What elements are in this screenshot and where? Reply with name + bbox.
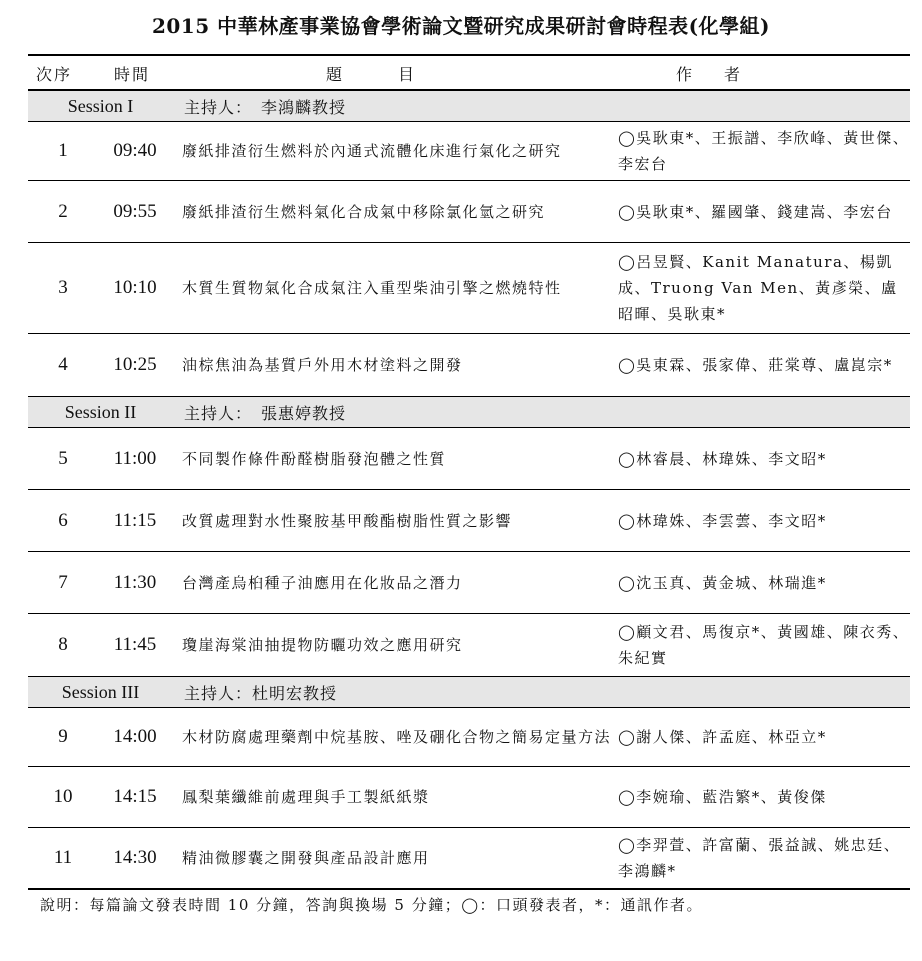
row-topic: 不同製作條件酚醛樹脂發泡體之性質 [182, 449, 447, 468]
row-time: 11:15 [113, 509, 157, 531]
row-authors: ◯吳東霖、張家偉、莊棠尊、盧崑宗* [618, 356, 893, 374]
row-number: 10 [53, 786, 73, 807]
row-authors: ◯林睿晨、林瑋姝、李文昭* [618, 449, 827, 468]
session-host: 主持人： 李鴻麟教授 [184, 98, 347, 117]
session-header [28, 397, 910, 428]
row-topic: 木質生質物氣化合成氣注入重型柴油引擎之燃燒特性 [182, 279, 562, 297]
row-number: 5 [58, 447, 68, 469]
session-header [28, 91, 910, 122]
table-row [28, 428, 910, 490]
row-number: 1 [58, 140, 68, 161]
footnote: 說明：每篇論文發表時間 10 分鐘，答詢與換場 5 分鐘；◯：口頭發表者，*：通訊作者。 [40, 896, 703, 914]
row-number: 6 [58, 509, 68, 531]
row-time: 09:55 [113, 200, 157, 222]
row-number: 8 [58, 634, 68, 655]
row-time: 14:30 [113, 847, 157, 868]
session-name: Session I [67, 96, 134, 116]
table-row [28, 490, 910, 552]
header-time: 時間 [114, 65, 151, 84]
row-time: 10:10 [113, 277, 157, 298]
row-authors: ◯李羿萱、許富蘭、張益誠、姚忠廷、李鴻麟* [618, 836, 901, 880]
row-authors: ◯謝人傑、許孟庭、林亞立* [618, 728, 827, 746]
schedule-table [28, 54, 910, 890]
table-row [28, 243, 910, 334]
row-time: 14:15 [113, 786, 157, 807]
row-time: 11:00 [113, 447, 157, 469]
session-host: 主持人： 張惠婷教授 [184, 404, 347, 423]
page-title: 2015 中華林產事業協會學術論文暨研究成果研討會時程表(化學組) [151, 14, 771, 38]
row-number: 2 [58, 200, 68, 222]
row-topic: 鳳梨葉纖維前處理與手工製紙紙漿 [182, 788, 430, 806]
row-authors: ◯李婉瑜、藍浩繁*、黃俊傑 [618, 788, 827, 806]
row-number: 4 [58, 354, 68, 375]
table-row [28, 181, 910, 243]
table-row [28, 552, 910, 614]
row-number: 7 [58, 571, 68, 593]
row-time: 09:40 [113, 140, 157, 161]
row-topic: 台灣產烏桕種子油應用在化妝品之潛力 [182, 573, 463, 592]
row-topic: 油棕焦油為基質戶外用木材塗料之開發 [182, 356, 463, 374]
row-topic: 廢紙排渣衍生燃料氣化合成氣中移除氯化氫之研究 [182, 202, 546, 221]
header-order: 次序 [36, 65, 73, 84]
row-topic: 瓊崖海棠油抽提物防曬功效之應用研究 [182, 636, 463, 654]
row-number: 11 [53, 847, 73, 868]
row-authors: ◯吳耿東*、羅國肇、錢建嵩、李宏台 [618, 202, 893, 221]
row-time: 11:45 [113, 634, 157, 655]
table-row [28, 614, 910, 677]
session-name: Session III [61, 682, 140, 702]
row-authors: ◯沈玉真、黃金城、林瑞進* [618, 573, 827, 592]
row-time: 10:25 [113, 354, 157, 375]
row-authors: ◯林瑋姝、李雲蕓、李文昭* [618, 511, 827, 530]
row-topic: 精油微膠囊之開發與產品設計應用 [182, 849, 430, 867]
session-name: Session II [64, 402, 137, 422]
table-row [28, 122, 910, 181]
session-header [28, 677, 910, 708]
row-topic: 廢紙排渣衍生燃料於內通式流體化床進行氣化之研究 [182, 142, 562, 160]
row-topic: 改質處理對水性聚胺基甲酸酯樹脂性質之影響 [182, 511, 513, 530]
row-topic: 木材防腐處理藥劑中烷基胺、唑及硼化合物之簡易定量方法 [182, 728, 612, 746]
row-time: 11:30 [113, 571, 157, 593]
table-header [28, 54, 910, 91]
table-row [28, 334, 910, 397]
table-row [28, 708, 910, 767]
row-time: 14:00 [113, 726, 157, 747]
row-authors: ◯顧文君、馬復京*、黃國雄、陳衣秀、朱紀實 [618, 623, 910, 667]
table-row [28, 828, 910, 890]
row-number: 3 [58, 277, 68, 298]
row-authors: ◯吳耿東*、王振譜、李欣峰、黃世傑、李宏台 [618, 129, 910, 173]
row-authors: ◯呂昱賢、Kanit Manatura、楊凱成、Truong Van Men、黃彥榮、盧昭暉、吳耿東* [618, 253, 898, 323]
row-number: 9 [58, 726, 68, 747]
header-topic: 題 目 [326, 65, 423, 84]
session-host: 主持人：杜明宏教授 [184, 684, 338, 703]
table-row [28, 767, 910, 828]
header-author: 作 者 [676, 65, 749, 84]
